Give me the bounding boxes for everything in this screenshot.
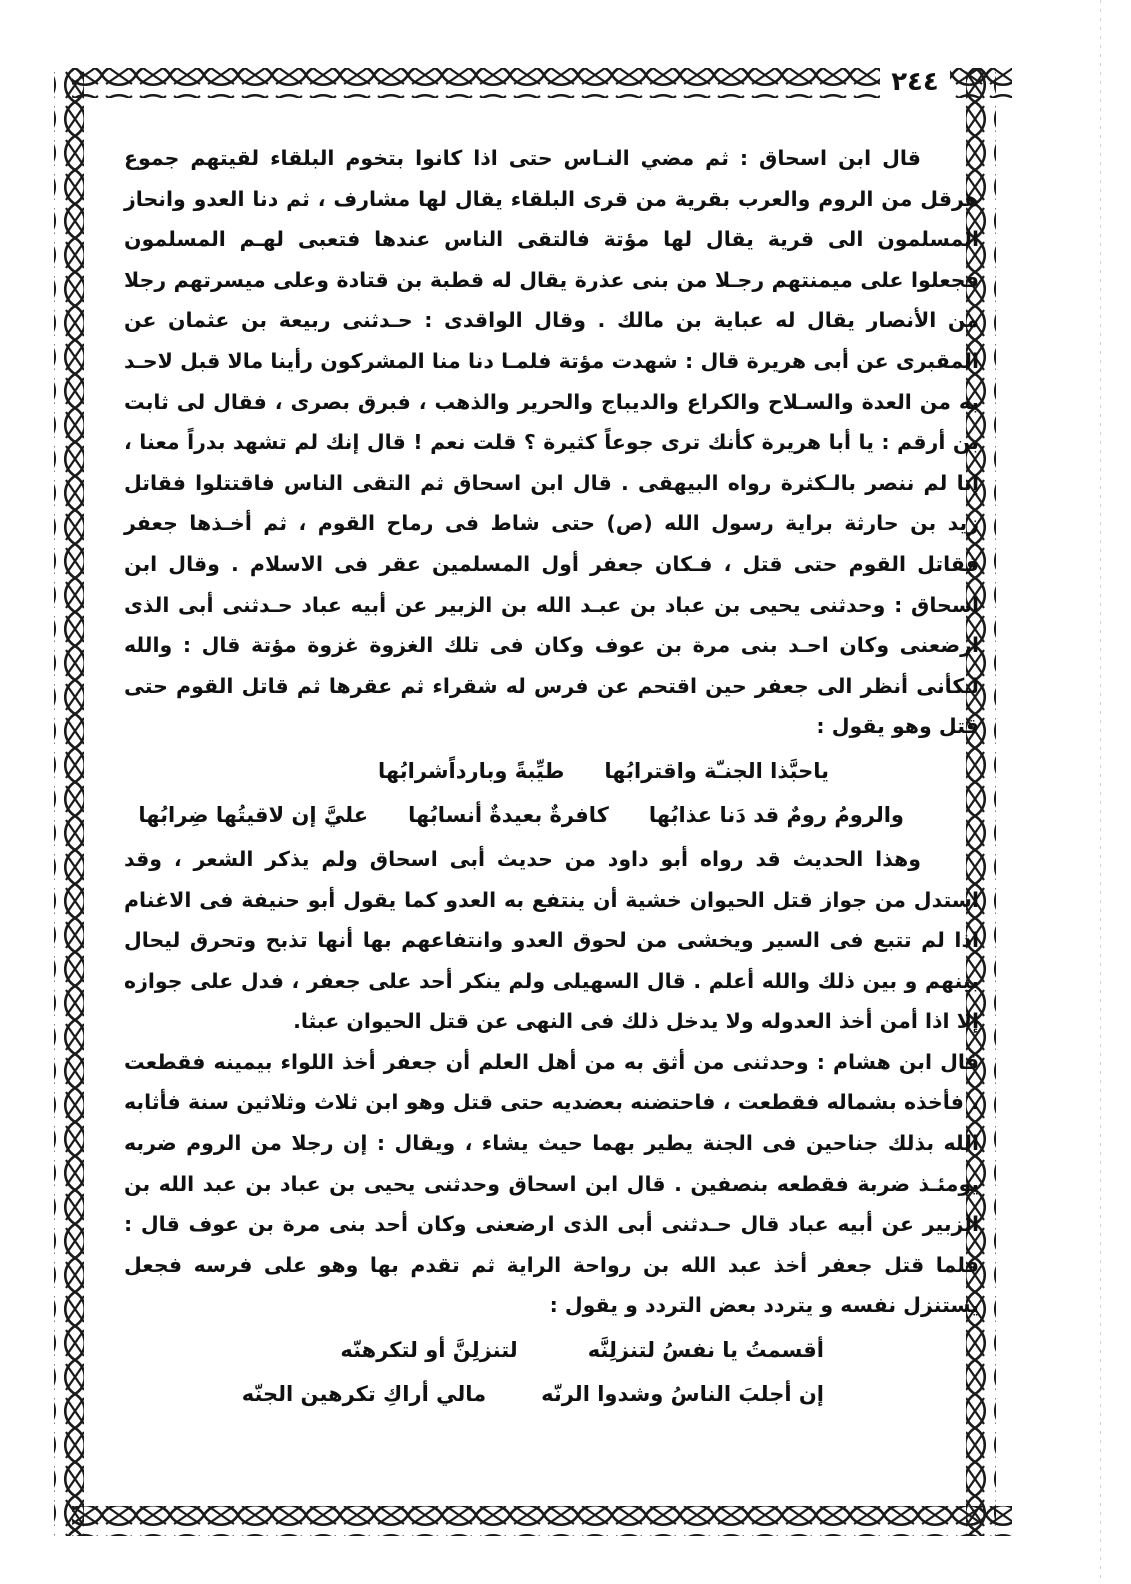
- main-text: [124, 138, 979, 1418]
- border-bottom: [72, 1506, 1012, 1536]
- hemistich: عليَّ إن لاقيتُها ضِرابُها: [138, 802, 369, 827]
- border-top: [72, 68, 1012, 98]
- paragraph-3: قال ابن هشام : وحدثنى من أثق به من أهل العلم أن جعفر أخذ اللواء بيمينه فقطعت ، فأخذه بشماله فقطعت ، فاحتضنه بعضديه حتى قتل وهو ابن ثلاث وثلاثين سنة فأثابه الله بذلك جناحين فى الجنة يطير بهما حيث يشاء ، ويقال : إن رجلا من الروم ضربه يومئـذ ضربة فقطعه بنصفين . قال ابن اسحاق وحدثنى يحيى بن عباد بن عبد الله بن الزبير عن أبيه عباد قال حـدثنى أبى الذى ارضعنى وكان أحد بنى مرة بن عوف قال : فلما قتل جعفر أخذ عبد الله بن رواحة الراية ثم تقدم بها وهو على فرسه فجعل يستنزل نفسه و يتردد بعض التردد و يقول :: [124, 1049, 979, 1318]
- hemistich: إن أجلبَ الناسُ وشدوا الرنّه: [541, 1382, 824, 1407]
- hemistich: مالي أراكِ تكرهين الجنّه: [241, 1382, 487, 1407]
- hemistich: لتنزلِنَّ أو لتكرهنّه: [340, 1338, 518, 1363]
- poem-jafar: [124, 749, 979, 837]
- page-number: ٢٤٤: [880, 64, 950, 100]
- hemistich: والرومُ رومٌ قد دَنا عذابُها: [648, 802, 904, 827]
- paragraph-2: وهذا الحديث قد رواه أبو داود من حديث أبى اسحاق ولم يذكر الشعر ، وقد استدل من جواز قتل الحيوان خشية أن ينتفع به العدو كما يقول أبو حنيفة فى الاغنام اذا لم تتبع فى السير ويخشى من لحوق العدو وانتفاعهم بها أنها تذبح وتحرق ليحال بينهم و بين ذلك والله أعلم . قال السهيلى ولم ينكر أحد على جعفر ، فدل على جوازه إلا اذا أمن أخذ العدوله ولا يدخل ذلك فى النهى عن قتل الحيوان عبثا.: [124, 846, 979, 1034]
- verse-line: [124, 1372, 979, 1416]
- hemistich: شرابُها: [377, 758, 449, 783]
- hemistich: كافرةٌ بعيدةٌ أنسابُها: [408, 802, 609, 827]
- verse-line: [124, 793, 979, 837]
- verse-line: [124, 1328, 979, 1372]
- poem-ibn-rawaha: [124, 1328, 979, 1416]
- paragraph-1: قال ابن اسحاق : ثم مضي النـاس حتى اذا كانوا بتخوم البلقاء لقيتهم جموع هرقل من الروم والعرب بقرية من قرى البلقاء يقال لها مشارف ، ثم دنا العدو وانحاز المسلمون الى قرية يقال لها مؤتة فالتقى الناس عندها فتعبى لهـم المسلمون فجعلوا على ميمنتهم رجـلا من بنى عذرة يقال له قطبة بن قتادة وعلى ميسرتهم رجلا من الأنصار يقال له عباية بن مالك . وقال الواقدى : حـدثنى ربيعة بن عثمان عن المقبرى عن أبى هريرة قال : شهدت مؤتة فلمـا دنا منا المشركون رأينا مالا قبل لاحـد به من العدة والسـلاح والكراع والديباج والحرير والذهب ، فبرق بصرى ، فقال لى ثابت بن أرقم : يا أبا هريرة كأنك ترى جوعاً كثيرة ؟ قلت نعم ! قال إنك لم تشهد بدراً معنا ، إنا لم ننصر بالـكثرة رواه البيهقى . قال ابن اسحاق ثم التقى الناس فاقتتلوا فقاتل زيد بن حارثة براية رسول الله (ص) حتى شاط فى رماح القوم ، ثم أخـذها جعفر فقاتل القوم حتى قتل ، فـكان جعفر أول المسلمين عقر فى الاسلام . وقال ابن اسحاق : وحدثنى يحيى بن عباد بن عبـد الله بن الزبير عن أبيه عباد حـدثنى أبى الذى ارضعنى وكان احـد بنى مرة بن عوف وكان فى تلك الغزوة غزوة مؤتة قال : والله لـكأنى أنظر الى جعفر حين اقتحم عن فرس له شقراء ثم عقرها ثم قاتل القوم حتى قتل وهو يقول :: [124, 146, 979, 739]
- hemistich: ياحبَّذا الجنـّة واقترابُها: [604, 758, 829, 783]
- border-left: [54, 68, 84, 1536]
- hemistich: أقسمتُ يا نفسُ لتنزلِنَّه: [587, 1338, 824, 1363]
- hemistich: طيِّبةً وبارداً: [448, 758, 565, 783]
- page-crease: [1100, 0, 1101, 1584]
- verse-line: [124, 749, 979, 793]
